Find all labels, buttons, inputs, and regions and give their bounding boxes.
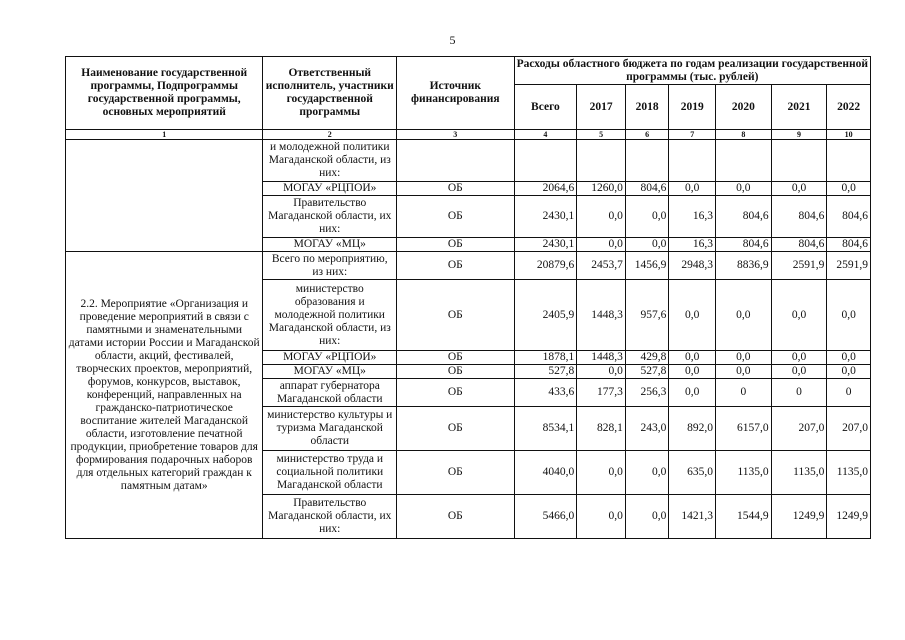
value-total: 5466,0 — [514, 495, 577, 539]
column-index: 2 — [263, 130, 397, 140]
value-cell: 804,6 — [715, 238, 771, 252]
value-cell: 0,0 — [669, 351, 716, 365]
value-cell: 0,0 — [771, 280, 827, 351]
executor-cell: министерство культуры и туризма Магаданской области — [263, 407, 397, 451]
source-cell — [397, 140, 514, 182]
executor-cell: министерство труда и социальной политики Магаданской области — [263, 451, 397, 495]
activity-name-continued — [66, 140, 263, 252]
value-cell: 1448,3 — [577, 280, 626, 351]
executor-cell: Всего по мероприятию, из них: — [263, 252, 397, 280]
value-cell: 1260,0 — [577, 182, 626, 196]
executor-cell: и молодежной политики Магаданской области, из них: — [263, 140, 397, 182]
value-total: 2430,1 — [514, 238, 577, 252]
value-cell: 804,6 — [827, 238, 871, 252]
executor-cell: Правительство Магаданской области, их них: — [263, 196, 397, 238]
value-cell: 0,0 — [827, 182, 871, 196]
value-cell: 0 — [715, 379, 771, 407]
value-total: 1878,1 — [514, 351, 577, 365]
value-cell: 16,3 — [669, 238, 716, 252]
value-cell: 527,8 — [625, 365, 669, 379]
executor-cell: МОГАУ «РЦПОИ» — [263, 182, 397, 196]
column-index: 3 — [397, 130, 514, 140]
value-cell: 804,6 — [625, 182, 669, 196]
value-cell: 0,0 — [827, 365, 871, 379]
value-cell: 6157,0 — [715, 407, 771, 451]
value-cell: 2453,7 — [577, 252, 626, 280]
value-cell: 1249,9 — [771, 495, 827, 539]
value-cell: 0,0 — [715, 182, 771, 196]
value-cell: 0,0 — [669, 365, 716, 379]
column-index: 8 — [715, 130, 771, 140]
header-executor: Ответственный исполнитель, участники государственной программы — [263, 57, 397, 130]
value-total: 2430,1 — [514, 196, 577, 238]
value-cell: 0,0 — [577, 365, 626, 379]
header-row-top — [66, 57, 871, 85]
value-cell: 0,0 — [669, 280, 716, 351]
value-cell: 1448,3 — [577, 351, 626, 365]
executor-cell: МОГАУ «МЦ» — [263, 238, 397, 252]
header-year: 2020 — [715, 85, 771, 130]
value-cell: 804,6 — [771, 238, 827, 252]
value-cell: 0,0 — [827, 280, 871, 351]
source-cell: ОБ — [397, 280, 514, 351]
value-cell — [577, 140, 626, 182]
value-cell: 0,0 — [625, 196, 669, 238]
header-year: 2021 — [771, 85, 827, 130]
value-cell: 2591,9 — [771, 252, 827, 280]
column-index: 6 — [625, 130, 669, 140]
source-cell: ОБ — [397, 495, 514, 539]
value-cell: 0,0 — [715, 365, 771, 379]
value-cell: 1135,0 — [771, 451, 827, 495]
value-cell: 892,0 — [669, 407, 716, 451]
value-cell: 0,0 — [577, 196, 626, 238]
value-cell: 2948,3 — [669, 252, 716, 280]
source-cell: ОБ — [397, 407, 514, 451]
value-cell: 804,6 — [715, 196, 771, 238]
value-cell: 1456,9 — [625, 252, 669, 280]
value-cell: 0,0 — [625, 238, 669, 252]
value-cell — [625, 140, 669, 182]
value-cell: 828,1 — [577, 407, 626, 451]
header-year: 2018 — [625, 85, 669, 130]
value-cell: 1135,0 — [715, 451, 771, 495]
column-index: 4 — [514, 130, 577, 140]
source-cell: ОБ — [397, 252, 514, 280]
value-cell: 0,0 — [577, 238, 626, 252]
value-cell: 0,0 — [577, 451, 626, 495]
source-cell: ОБ — [397, 182, 514, 196]
value-cell: 1135,0 — [827, 451, 871, 495]
header-year: 2022 — [827, 85, 871, 130]
value-cell: 635,0 — [669, 451, 716, 495]
column-index: 10 — [827, 130, 871, 140]
source-cell: ОБ — [397, 365, 514, 379]
value-total — [514, 140, 577, 182]
value-cell: 207,0 — [771, 407, 827, 451]
source-cell: ОБ — [397, 351, 514, 365]
value-cell: 804,6 — [771, 196, 827, 238]
header-year: 2019 — [669, 85, 716, 130]
column-index: 5 — [577, 130, 626, 140]
value-cell: 0,0 — [669, 379, 716, 407]
value-total: 2405,9 — [514, 280, 577, 351]
value-cell: 0,0 — [577, 495, 626, 539]
value-total: 20879,6 — [514, 252, 577, 280]
header-source: Источник финансирования — [397, 57, 514, 130]
value-total: 527,8 — [514, 365, 577, 379]
value-cell: 0 — [771, 379, 827, 407]
column-index: 9 — [771, 130, 827, 140]
value-cell — [669, 140, 716, 182]
value-cell — [715, 140, 771, 182]
value-cell: 1421,3 — [669, 495, 716, 539]
column-index: 7 — [669, 130, 716, 140]
activity-name: 2.2. Мероприятие «Организация и проведение мероприятий в связи с памятными и знаменательными датами истории России и Магаданской области, акций, фестивалей, творческих проектов, мероприятий, форумов, конкурсов, выставок, конференций, направленных на гражданско-патриотическое воспитание жителей Магаданской области, изготовление печатной продукции, приобретение товаров для формирования подарочных наборов для отдельных категорий граждан к памятным датам» — [66, 252, 263, 539]
header-year: 2017 — [577, 85, 626, 130]
executor-cell: Правительство Магаданской области, их них: — [263, 495, 397, 539]
value-cell: 0,0 — [715, 351, 771, 365]
value-cell: 16,3 — [669, 196, 716, 238]
source-cell: ОБ — [397, 238, 514, 252]
value-cell: 804,6 — [827, 196, 871, 238]
value-cell: 207,0 — [827, 407, 871, 451]
executor-cell: аппарат губернатора Магаданской области — [263, 379, 397, 407]
value-cell: 0,0 — [827, 351, 871, 365]
value-cell: 8836,9 — [715, 252, 771, 280]
value-cell: 0,0 — [625, 451, 669, 495]
value-cell: 0,0 — [771, 365, 827, 379]
page-number: 5 — [449, 33, 456, 47]
value-cell: 957,6 — [625, 280, 669, 351]
value-total: 2064,6 — [514, 182, 577, 196]
value-cell: 0 — [827, 379, 871, 407]
column-index-row — [66, 130, 871, 140]
executor-cell: министерство образования и молодежной политики Магаданской области, из них: — [263, 280, 397, 351]
executor-cell: МОГАУ «МЦ» — [263, 365, 397, 379]
source-cell: ОБ — [397, 379, 514, 407]
source-cell: ОБ — [397, 196, 514, 238]
value-cell: 0,0 — [715, 280, 771, 351]
value-total: 4040,0 — [514, 451, 577, 495]
value-cell: 2591,9 — [827, 252, 871, 280]
value-cell — [827, 140, 871, 182]
value-cell: 243,0 — [625, 407, 669, 451]
value-cell: 0,0 — [771, 351, 827, 365]
value-cell: 1544,9 — [715, 495, 771, 539]
source-cell: ОБ — [397, 451, 514, 495]
value-cell: 0,0 — [669, 182, 716, 196]
value-cell: 1249,9 — [827, 495, 871, 539]
table-row — [66, 252, 871, 280]
table-row — [66, 140, 871, 182]
budget-table — [65, 56, 871, 539]
value-total: 8534,1 — [514, 407, 577, 451]
value-total: 433,6 — [514, 379, 577, 407]
header-total: Всего — [514, 85, 577, 130]
value-cell: 0,0 — [771, 182, 827, 196]
executor-cell: МОГАУ «РЦПОИ» — [263, 351, 397, 365]
header-expenses: Расходы областного бюджета по годам реализации государственной программы (тыс. рублей) — [514, 57, 870, 85]
value-cell: 177,3 — [577, 379, 626, 407]
value-cell — [771, 140, 827, 182]
header-name: Наименование государственной программы, Подпрограммы государственной программы, основных мероприятий — [66, 57, 263, 130]
value-cell: 429,8 — [625, 351, 669, 365]
value-cell: 0,0 — [625, 495, 669, 539]
column-index: 1 — [66, 130, 263, 140]
value-cell: 256,3 — [625, 379, 669, 407]
